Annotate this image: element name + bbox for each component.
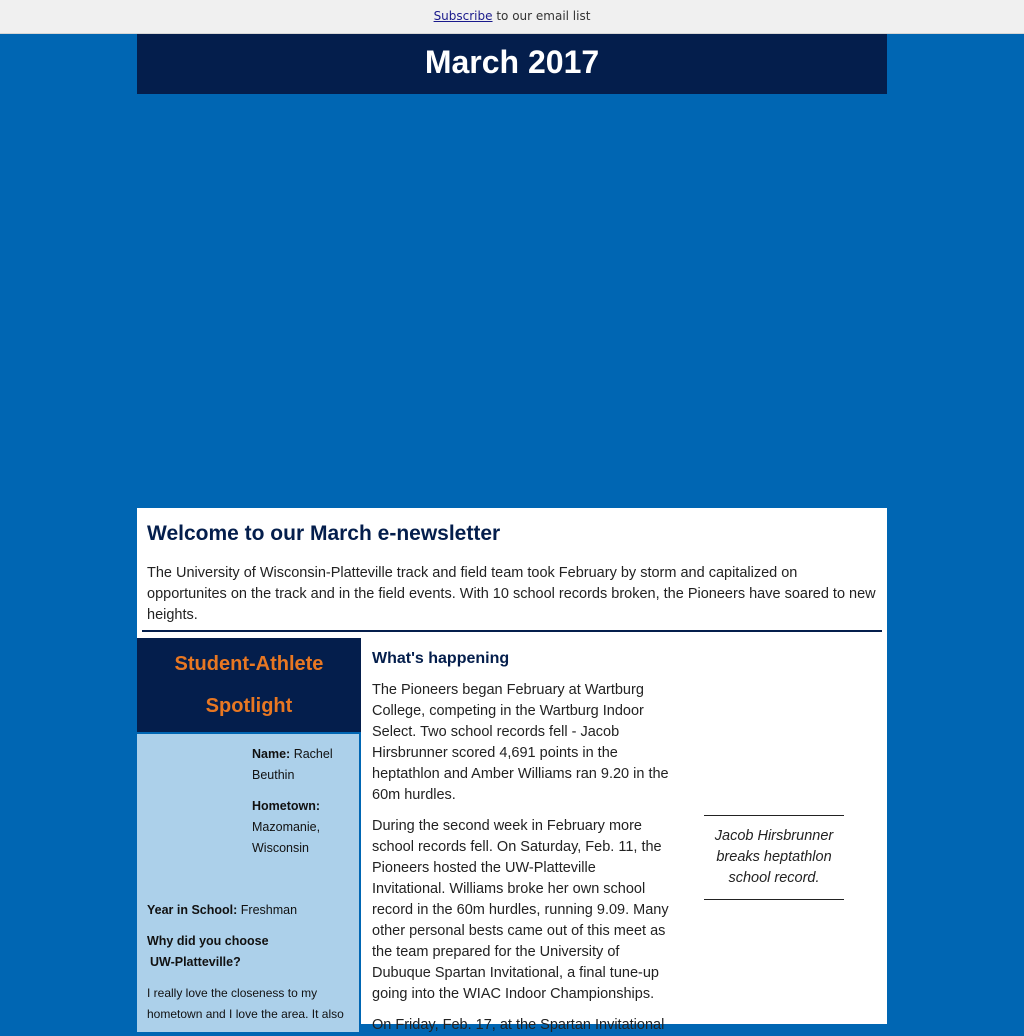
subscribe-bar <box>0 0 1024 34</box>
article-paragraph-1: The Pioneers began February at Wartburg College, competing in the Wartburg Indoor Select. Two school records fell - Jacob Hirsbrunner scored 4,691 points in the heptathlon and Amber Williams ran 9.20 in the 60m hurdles. <box>372 682 669 803</box>
year-value: Freshman <box>237 903 298 917</box>
page-title: March 2017 <box>424 44 600 80</box>
spotlight-heading-line1: Student-Athlete <box>174 653 324 675</box>
article-heading: What's happening <box>372 650 510 667</box>
athlete-photo <box>147 744 242 874</box>
subscribe-link[interactable]: Subscribe <box>433 9 493 23</box>
athlete-year <box>147 900 357 921</box>
year-label: Year in School: <box>147 903 238 917</box>
name-value: Rachel Beuthin <box>252 747 333 782</box>
photo-caption: Jacob Hirsbrunner breaks heptathlon school record. <box>704 815 844 900</box>
article-paragraph-3: On Friday, Feb. 17, at the Spartan Invitational <box>372 1017 665 1033</box>
why-question <box>147 931 357 973</box>
hero-image-area <box>137 94 887 508</box>
name-label: Name: <box>252 747 291 761</box>
why-answer: I really love the closeness to my hometown and I love the area. It also <box>147 986 344 1021</box>
athlete-hometown <box>252 796 352 859</box>
why-question-line1: Why did you choose <box>147 934 269 948</box>
hometown-value: Mazomanie, Wisconsin <box>252 820 321 855</box>
why-question-line2: UW-Platteville? <box>150 955 241 969</box>
spotlight-heading <box>137 638 361 732</box>
welcome-title: Welcome to our March e-newsletter <box>147 522 501 545</box>
spotlight-heading-line2: Spotlight <box>205 695 293 717</box>
newsletter-header <box>137 34 887 94</box>
spotlight-body <box>137 732 361 1032</box>
athlete-name <box>252 744 352 786</box>
section-divider <box>142 630 882 632</box>
article-paragraph-2: During the second week in February more school records fell. On Saturday, Feb. 11, the Pioneers hosted the UW-Platteville Invitational. Williams broke her own school record in the 60m hurdles, running 9.09. Many other personal bests came out of this meet as the team prepared for the University of Dubuque Spartan Invitational, a final tune-up going into the WIAC Indoor Championships. <box>372 818 669 1002</box>
hometown-label: Hometown: <box>252 799 321 813</box>
spotlight-sidebar <box>137 638 361 1024</box>
welcome-text: The University of Wisconsin-Platteville track and field team took February by storm and capitalized on opportunites on the track and in the field events. With 10 school records broken, the Pioneers have soared to new heights. <box>147 565 876 623</box>
newsletter-content <box>137 508 887 1033</box>
subscribe-suffix: to our email list <box>492 9 591 23</box>
